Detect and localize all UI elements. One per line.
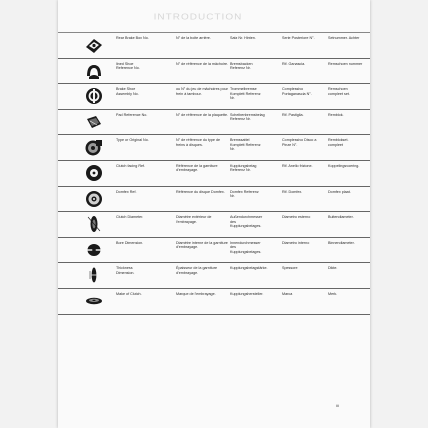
brake-assembly-icon bbox=[84, 87, 104, 105]
label-fr: N° de la boite arrière. bbox=[176, 36, 211, 40]
label-fr: Marque de l'embrayage. bbox=[176, 291, 216, 296]
label-de: Scheibenbremsbelag Referenz Nr. bbox=[230, 112, 265, 122]
label-nl: Binnendiameter. bbox=[328, 240, 355, 245]
label-en: Rear Brake Box No. bbox=[116, 36, 149, 40]
clutch-diameter-icon bbox=[84, 215, 104, 233]
label-fr: N° de référence du type de freins à disques. bbox=[176, 138, 221, 147]
label-nl: Koppelingsvoering. bbox=[328, 163, 360, 168]
brake-pad-icon bbox=[84, 113, 104, 131]
label-en: Bore Dimension. bbox=[116, 240, 144, 245]
label-en: lined Shoe Reference No. bbox=[116, 61, 140, 70]
clutch-disc-icon bbox=[84, 190, 104, 208]
clutch-make-icon bbox=[84, 292, 104, 310]
label-en: Brake Shoe Assembly No. bbox=[116, 87, 139, 96]
label-de: Innendurchmesser des Kupplungsbelages. bbox=[230, 240, 262, 254]
label-it: Rif. Pastiglia. bbox=[282, 112, 304, 117]
label-it: Rif. Domfex. bbox=[282, 189, 303, 194]
label-de: Bremsbacken Referenz Nr. bbox=[230, 61, 253, 70]
label-fr: N° de référence de la plaquette. bbox=[176, 112, 229, 117]
table-row bbox=[58, 238, 370, 264]
label-en: Domfex Ref. bbox=[116, 189, 137, 194]
label-fr: Référence du disque Domfex. bbox=[176, 189, 225, 194]
label-de: Kupplungsbelagstärke. bbox=[230, 266, 268, 271]
label-en: Make of Clutch. bbox=[116, 291, 142, 296]
brake-shoe-icon bbox=[84, 62, 104, 80]
disc-set-icon bbox=[84, 138, 104, 156]
label-nl: Merk. bbox=[328, 291, 338, 296]
label-it: Diametro interno bbox=[282, 240, 310, 245]
page-heading-ghost: INTRODUCTION bbox=[153, 13, 243, 22]
table-row bbox=[58, 59, 370, 85]
table-row bbox=[58, 135, 370, 161]
label-nl: Remblokset. compleet bbox=[328, 138, 349, 147]
table-row bbox=[58, 289, 370, 315]
label-it: Rif. Anello frizione. bbox=[282, 163, 313, 168]
label-de: Außendurchmesser des Kupplungsbelages. bbox=[230, 215, 263, 228]
label-it: Diametro esterno bbox=[282, 215, 311, 220]
label-fr: Référence de la garniture d'embrayage. bbox=[176, 163, 218, 173]
table-row bbox=[58, 110, 370, 136]
label-fr: Diamètre extérieur de l'embrayage. bbox=[176, 215, 212, 224]
document-page bbox=[58, 0, 370, 428]
table-row bbox=[58, 212, 370, 238]
label-en: Thickness Dimension. bbox=[116, 266, 135, 275]
label-it: Spessore bbox=[282, 266, 298, 271]
label-nl: Remschoen compleet set. bbox=[328, 87, 350, 96]
legend-table bbox=[58, 32, 370, 315]
table-row bbox=[58, 161, 370, 187]
label-de: Domfex Referenz Nr. bbox=[230, 189, 259, 198]
label-en: Clutch Diameter. bbox=[116, 215, 144, 220]
label-de: Trommelbremse Komplett Referenz Nr. bbox=[230, 87, 261, 100]
label-it: Marca bbox=[282, 291, 293, 296]
label-it: Serie Posteriore N°. bbox=[282, 36, 315, 40]
label-en: Type or Original No. bbox=[116, 138, 149, 143]
page-number: iii bbox=[336, 403, 339, 408]
table-row bbox=[58, 263, 370, 289]
label-de: Bremssattel Komplett Referenz Nr. bbox=[230, 138, 261, 152]
label-nl: Remblok. bbox=[328, 112, 344, 117]
label-fr: ou N° du jeu de mâchoires pour frein à tambour. bbox=[176, 87, 228, 96]
label-en: Pad Reference No. bbox=[116, 112, 148, 117]
label-nl: Remschoen nummer bbox=[328, 61, 363, 66]
brake-box-icon bbox=[84, 36, 104, 54]
label-nl: Buitendiameter. bbox=[328, 215, 354, 220]
label-nl: Dikte. bbox=[328, 266, 338, 271]
thickness-icon bbox=[84, 266, 104, 284]
label-fr: N° de référence de la mâchoire. bbox=[176, 61, 229, 66]
label-de: Satz Nr. Hinten. bbox=[230, 36, 256, 40]
label-it: Complessivo Portaganascia N°. bbox=[282, 87, 312, 96]
clutch-facing-icon bbox=[84, 164, 104, 182]
label-de: Kupplungsbelag Referenz Nr. bbox=[230, 163, 257, 173]
label-en: Clutch facing Ref. bbox=[116, 163, 146, 168]
label-de: Kupplungshersteller. bbox=[230, 291, 264, 296]
label-nl: Setnummer. Achter bbox=[328, 36, 360, 40]
label-it: Complessivo Disco a Pinze N°. bbox=[282, 138, 317, 147]
table-row bbox=[58, 32, 370, 59]
table-row bbox=[58, 187, 370, 213]
bore-dimension-icon bbox=[84, 241, 104, 259]
label-fr: Épaisseur de la garniture d'embrayage. bbox=[176, 266, 217, 275]
label-fr: Diamètre interne de la garniture d'embrayage. bbox=[176, 240, 228, 250]
label-it: Rif. Ganascia. bbox=[282, 61, 306, 66]
table-row bbox=[58, 84, 370, 110]
label-nl: Domfex plaat. bbox=[328, 189, 351, 194]
